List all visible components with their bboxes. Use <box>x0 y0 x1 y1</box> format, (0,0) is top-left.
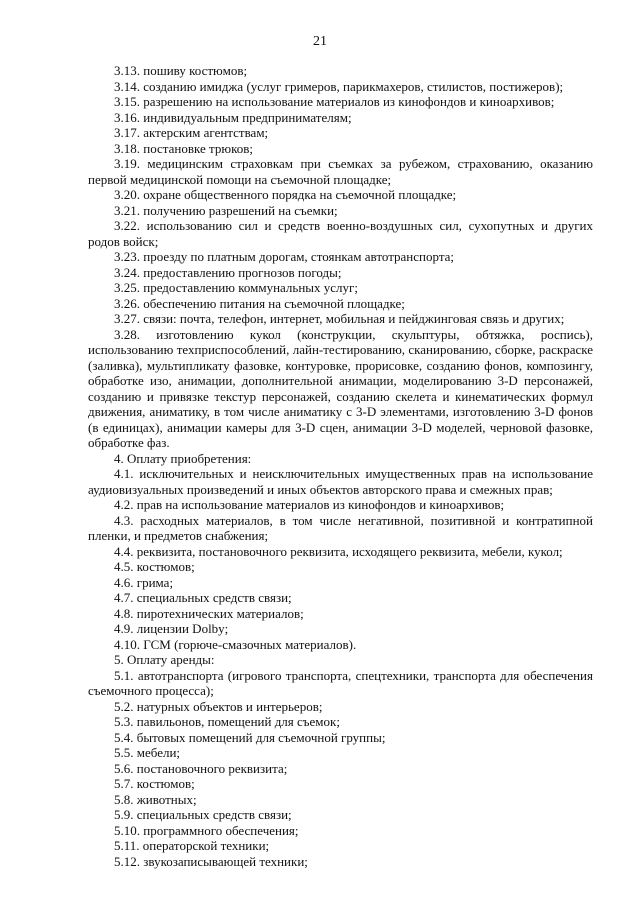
list-item: 3.17. актерским агентствам; <box>114 125 269 140</box>
list-item: 3.22. использованию сил и средств военно-воздушных сил, сухопутных и других родов войск; <box>88 218 593 249</box>
list-item: 4.3. расходных материалов, в том числе негативной, позитивной и контратипной пленки, и предметов снабжения; <box>88 512 593 543</box>
list-item: 5.2. натурных объектов и интерьеров; <box>114 698 323 714</box>
section-heading: 4. Оплату приобретения: <box>114 450 252 466</box>
section-heading: 5. Оплату аренды: <box>114 652 215 667</box>
list-item: 3.19. медицинским страховкам при съемках за рубежом, страхованию, оказанию первой медицинской помощи на съемочной площадке; <box>88 156 593 187</box>
list-item: 5.12. звукозаписывающей техники; <box>114 853 308 869</box>
list-item: 4.9. лицензии Dolby; <box>114 621 229 636</box>
list-item: 5.10. программного обеспечения; <box>114 822 299 838</box>
document-body <box>88 63 593 869</box>
list-item: 5.7. костюмов; <box>114 776 195 791</box>
list-item: 3.28. изготовлению кукол (конструкции, скульптуры, обтяжка, роспись), использованию техприспособлений, лайн-тестированию, сканированию, сборке, раскраске (заливка), мультипликату фазовке, контуровке, прорисовке, созданию фонов, композингу, обработке изо, анимации, дополнительной анимации, моделированию 3-D персонажей, созданию и привязке текстур персонажей, созданию скелета и кинематических формул движения, аниматику, в том числе аниматику с 3-D элементами, изготовлению 3-D фонов (в единицах), анимации камеры для 3-D сцен, анимации 3-D моделей, черновой фазовке, обработке фаз. <box>88 326 593 450</box>
list-item: 5.8. животных; <box>114 791 197 807</box>
list-item: 3.20. охране общественного порядка на съемочной площадке; <box>114 187 457 202</box>
list-item: 4.2. прав на использование материалов из кинофондов и киноархивов; <box>114 497 505 512</box>
list-item: 5.9. специальных средств связи; <box>114 807 292 822</box>
list-item: 4.4. реквизита, постановочного реквизита, исходящего реквизита, мебели, кукол; <box>114 543 563 559</box>
list-item: 3.16. индивидуальным предпринимателям; <box>114 109 352 125</box>
list-item: 3.21. получению разрешений на съемки; <box>114 202 338 218</box>
list-item: 3.26. обеспечению питания на съемочной площадке; <box>114 295 405 311</box>
list-item: 5.1. автотранспорта (игрового транспорта, спецтехники, транспорта для обеспечения съемочного процесса); <box>88 667 593 698</box>
list-item: 4.7. специальных средств связи; <box>114 590 292 605</box>
list-item: 3.27. связи: почта, телефон, интернет, мобильная и пейджинговая связь и других; <box>114 311 565 326</box>
list-item: 5.3. павильонов, помещений для съемок; <box>114 714 340 729</box>
list-item: 5.6. постановочного реквизита; <box>114 760 288 776</box>
list-item: 4.8. пиротехнических материалов; <box>114 605 304 621</box>
list-item: 3.14. созданию имиджа (услуг гримеров, парикмахеров, стилистов, постижеров); <box>114 78 564 94</box>
list-item: 3.23. проезду по платным дорогам, стоянкам автотранспорта; <box>114 249 455 264</box>
list-item: 4.10. ГСМ (горюче-смазочных материалов). <box>114 636 357 652</box>
list-item: 3.24. предоставлению прогнозов погоды; <box>114 264 342 280</box>
page-number: 21 <box>313 34 327 49</box>
list-item: 3.13. пошиву костюмов; <box>114 63 248 78</box>
list-item: 5.5. мебели; <box>114 745 181 760</box>
list-item: 3.18. постановке трюков; <box>114 140 253 156</box>
list-item: 3.15. разрешению на использование материалов из кинофондов и киноархивов; <box>114 94 555 109</box>
list-item: 5.11. операторской техники; <box>114 838 270 853</box>
list-item: 4.5. костюмов; <box>114 559 195 574</box>
list-item: 5.4. бытовых помещений для съемочной группы; <box>114 729 386 745</box>
list-item: 4.6. грима; <box>114 574 174 590</box>
list-item: 3.25. предоставлению коммунальных услуг; <box>114 280 358 295</box>
list-item: 4.1. исключительных и неисключительных имущественных прав на использование аудиовизуальных произведений и иных объектов авторского права и смежных прав; <box>88 466 593 497</box>
